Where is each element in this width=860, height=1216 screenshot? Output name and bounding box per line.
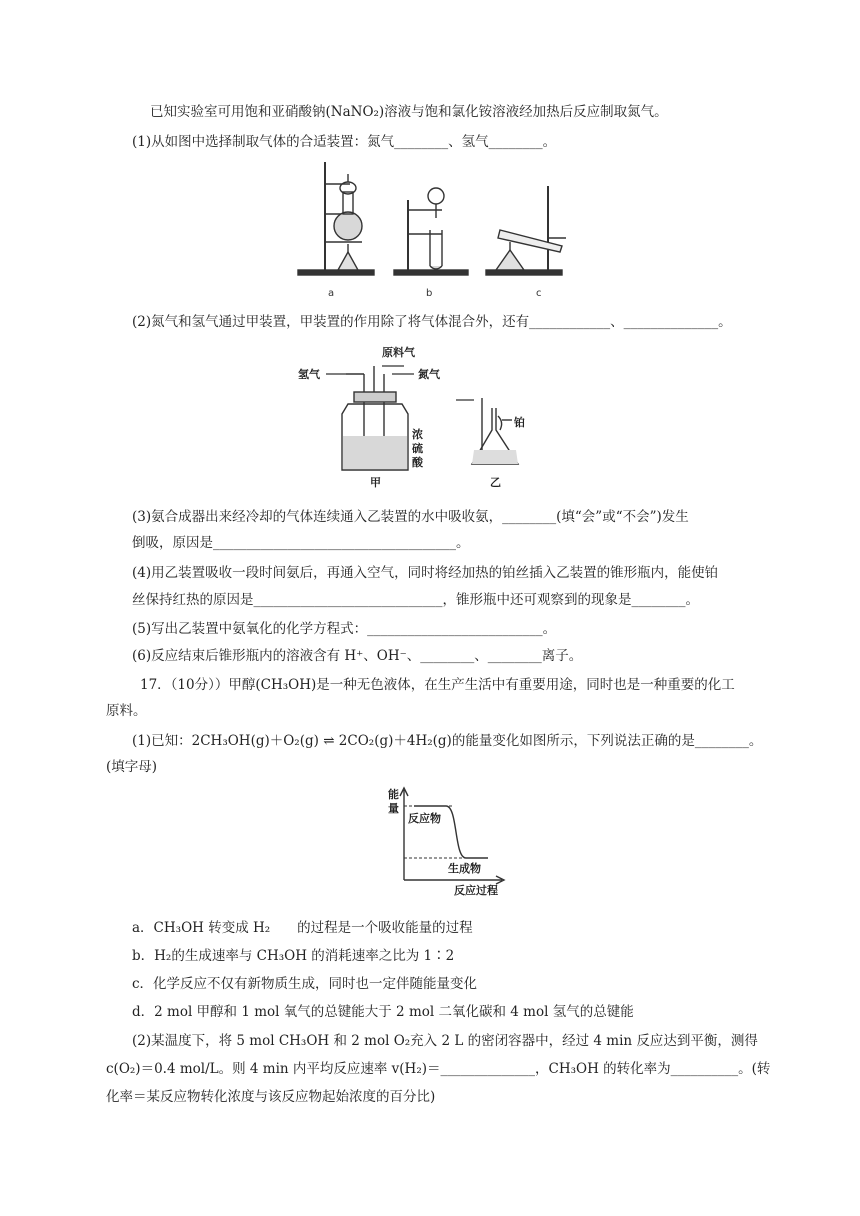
figure-label-c: c [536, 288, 542, 299]
yi-label: 乙 [490, 476, 501, 489]
question-17-2-line3: 化率＝某反应物转化浓度与该反应物起始浓度的百分比) [106, 1089, 436, 1105]
option-c: c．化学反应不仅有新物质生成，同时也一定伴随能量变化 [132, 976, 478, 992]
apparatus-c [486, 186, 566, 275]
question-3-line2: 倒吸，原因是____________________________________。 [132, 535, 470, 551]
acid-label-1: 浓 [412, 428, 423, 441]
gas-washing-bottle [342, 366, 408, 470]
apparatus-a [298, 162, 374, 275]
products-label: 生成物 [448, 862, 481, 875]
energy-axis-label-2: 量 [388, 802, 399, 815]
figure-label-a: a [328, 288, 335, 299]
raw-gas-label: 原料气 [382, 346, 415, 359]
question-17-line1: 17．（10分））甲醇(CH₃OH)是一种无色液体，在生产生活中有重要用途，同时也是一种重要的化工 [140, 677, 735, 693]
apparatus-figure-jia-yi [296, 342, 546, 490]
option-b: b．H₂的生成速率与 CH₃OH 的消耗速率之比为 1∶2 [132, 948, 455, 964]
acid-label-2: 硫 [412, 442, 423, 455]
apparatus-b [394, 188, 468, 275]
question-17-2-line1: (2)某温度下，将 5 mol CH₃OH 和 2 mol O₂充入 2 L 的密闭容器中，经过 4 min 反应达到平衡，测得 [132, 1033, 758, 1049]
question-17-1-line2: (填字母) [106, 759, 158, 775]
reaction-progress-label: 反应过程 [454, 884, 498, 896]
option-d: d．2 mol 甲醇和 1 mol 氧气的总键能大于 2 mol 二氧化碳和 4 mol 氢气的总键能 [132, 1004, 634, 1020]
energy-axis-label-1: 能 [388, 788, 399, 801]
platinum-label: 铂 [514, 416, 525, 429]
question-17-line2: 原料。 [106, 703, 147, 719]
figure-label-b: b [426, 288, 433, 299]
question-4-line1: (4)用乙装置吸收一段时间氨后，再通入空气，同时将经加热的铂丝插入乙装置的锥形瓶内，能使铂 [132, 565, 719, 581]
hydrogen-label: 氢气 [298, 368, 320, 381]
acid-label-3: 酸 [412, 456, 423, 469]
question-5: (5)写出乙装置中氨氧化的化学方程式：__________________________。 [132, 621, 557, 637]
question-1: (1)从如图中选择制取气体的合适装置：氮气________、氢气________。 [132, 134, 557, 150]
intro-text: 已知实验室可用饱和亚硝酸钠(NaNO₂)溶液与饱和氯化铵溶液经加热后反应制取氮气。 [150, 104, 668, 120]
conical-flask [472, 398, 518, 464]
apparatus-figure-abc [290, 158, 580, 300]
energy-diagram [384, 784, 510, 896]
question-17-2-line2: c(O₂)＝0.4 mol/L。则 4 min 内平均反应速率 v(H₂)＝______________，CH₃OH 的转化率为__________。(转 [106, 1061, 771, 1077]
nitrogen-label: 氮气 [418, 368, 440, 381]
jia-label: 甲 [370, 476, 381, 489]
question-17-1-line1: (1)已知：2CH₃OH(g)＋O₂(g) ⇌ 2CO₂(g)＋4H₂(g)的能量变化如图所示，下列说法正确的是________。 [132, 733, 763, 749]
option-a: a．CH₃OH 转变成 H₂ 的过程是一个吸收能量的过程 [132, 920, 473, 936]
question-2: (2)氮气和氢气通过甲装置，甲装置的作用除了将气体混合外，还有____________、______________。 [132, 314, 732, 330]
question-4-line2: 丝保持红热的原因是____________________________，锥形瓶中还可观察到的现象是________。 [132, 592, 699, 608]
question-6: (6)反应结束后锥形瓶内的溶液含有 H⁺、OH⁻、________、________离子。 [132, 648, 583, 664]
reactants-label: 反应物 [408, 812, 441, 825]
question-3-line1: (3)氨合成器出来经冷却的气体连续通入乙装置的水中吸收氨，________(填“会”或“不会”)发生 [132, 509, 689, 525]
